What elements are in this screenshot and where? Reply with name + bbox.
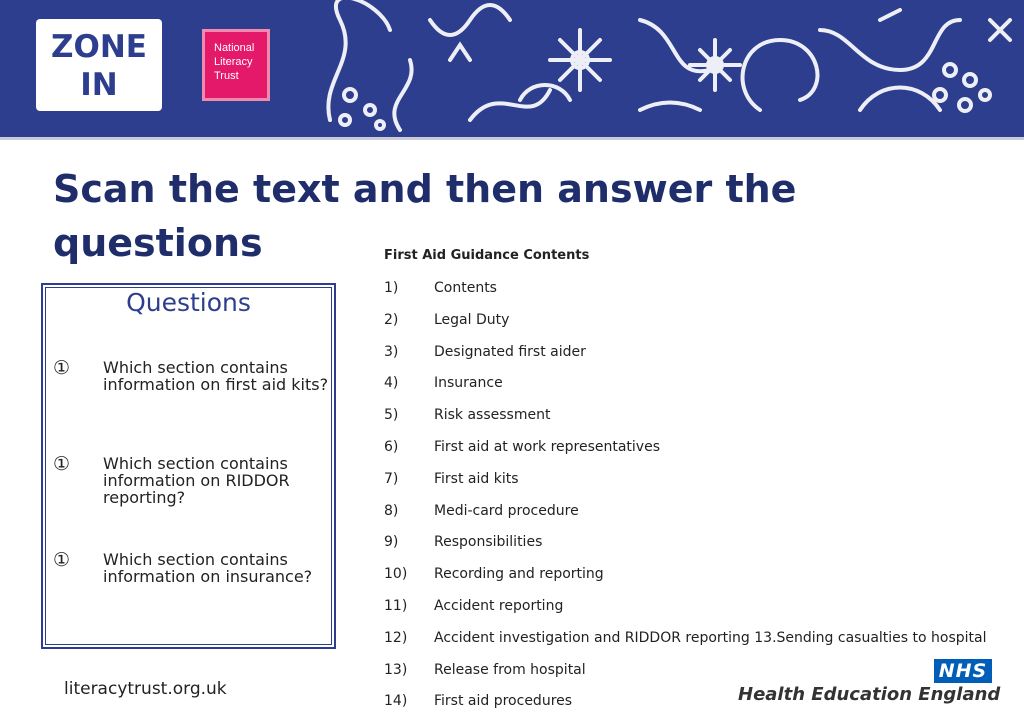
- national-literacy-trust-logo: [202, 29, 270, 101]
- item-label: Medi-card procedure: [434, 502, 579, 519]
- item-label: Designated first aider: [434, 343, 586, 360]
- contents-title: First Aid Guidance Contents: [384, 248, 590, 263]
- question-text: Which section contains information on RIDDOR reporting?: [103, 454, 290, 507]
- item-label: Insurance: [434, 375, 503, 392]
- questions-heading: Questions: [126, 288, 251, 317]
- item-number: 1): [384, 280, 399, 296]
- item-label: Responsibilities: [434, 534, 543, 551]
- item-label: First aid procedures: [434, 693, 573, 710]
- item-label: Accident investigation and RIDDOR reporting 13.Sending casualties to hospital: [434, 629, 987, 646]
- item-number: 4): [384, 375, 399, 392]
- zone-logo-line2: IN: [80, 67, 118, 103]
- item-label: Release from hospital: [434, 661, 586, 678]
- item-label: Risk assessment: [434, 407, 551, 424]
- item-number: 13): [384, 661, 408, 678]
- question-number: ①: [53, 549, 71, 571]
- nlt-logo-line3: Trust: [214, 70, 239, 82]
- item-number: 10): [384, 566, 408, 583]
- question-text: Which section contains information on first aid kits?: [103, 358, 329, 394]
- item-number: 3): [384, 343, 399, 360]
- item-number: 12): [384, 629, 408, 646]
- nlt-logo-line2: Literacy: [214, 56, 253, 68]
- question-number: ①: [53, 453, 71, 475]
- item-label: Accident reporting: [434, 597, 564, 614]
- nlt-logo-line1: National: [214, 42, 255, 54]
- item-label: Contents: [434, 280, 497, 296]
- nhs-logo: [934, 659, 992, 683]
- header-banner: [0, 0, 1024, 137]
- item-label: First aid kits: [434, 470, 519, 487]
- item-label: Recording and reporting: [434, 566, 604, 583]
- questions-panel: [41, 283, 336, 649]
- item-number: 8): [384, 502, 399, 519]
- question-text: Which section contains information on insurance?: [103, 550, 313, 586]
- question-number: ①: [53, 357, 71, 379]
- item-number: 5): [384, 407, 399, 424]
- nhs-logo-text: NHS: [938, 660, 988, 682]
- item-number: 9): [384, 534, 399, 551]
- banner-divider: [0, 137, 1024, 140]
- item-label: Legal Duty: [434, 311, 510, 328]
- website-url: literacytrust.org.uk: [64, 679, 227, 699]
- item-number: 11): [384, 597, 408, 614]
- page-title: Scan the text and then answer the questions: [53, 167, 797, 265]
- item-number: 7): [384, 470, 399, 487]
- zone-in-logo: [36, 19, 162, 111]
- item-number: 14): [384, 693, 408, 710]
- health-education-england-logo: Health Education England: [738, 684, 1001, 705]
- item-number: 2): [384, 311, 399, 328]
- zone-logo-line1: ZONE: [51, 29, 147, 65]
- item-label: First aid at work representatives: [434, 438, 660, 455]
- item-number: 6): [384, 438, 399, 455]
